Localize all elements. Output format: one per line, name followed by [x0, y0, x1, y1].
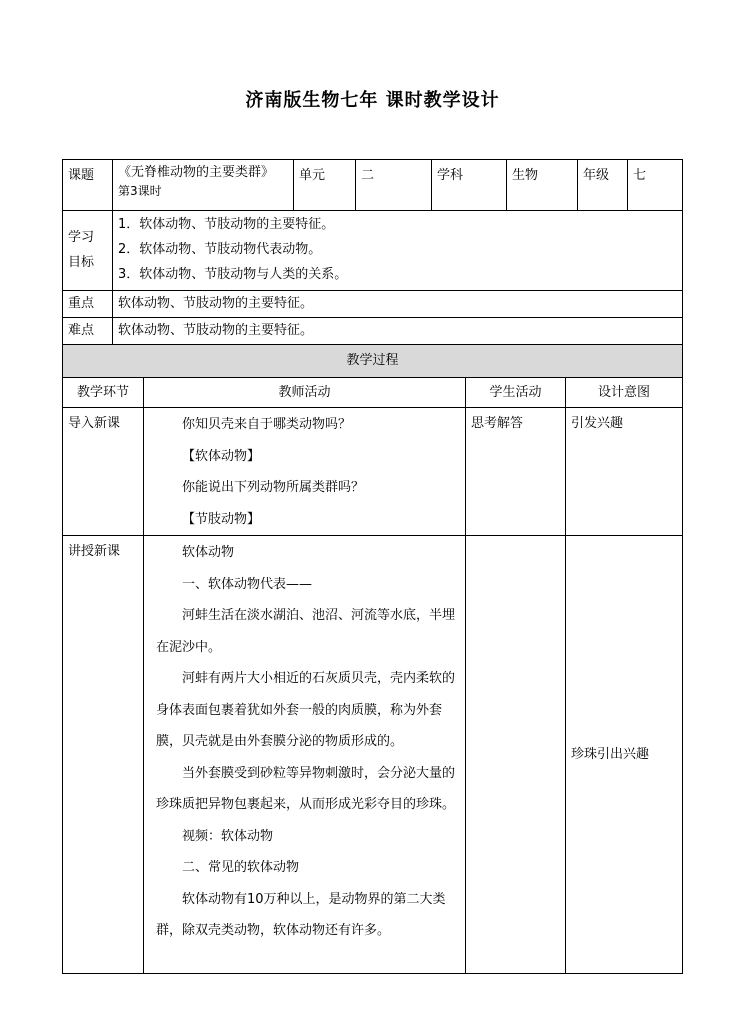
teacher-text: 你能说出下列动物所属类群吗？	[182, 480, 365, 495]
teacher-text: 软体动物有10万种以上，是动物界的第二大类群，除双壳类动物，软体动物还有许多。	[156, 891, 446, 938]
teacher-text: 视频：软体动物	[182, 828, 274, 844]
column-header: 设计意图	[566, 378, 683, 408]
teacher-text: 你知贝壳来自于哪类动物吗？	[182, 417, 352, 432]
teacher-text: 河蚌有两片大小相近的石灰质贝壳，壳内柔软的身体表面包裹着犹如外套一般的肉质膜，称为外套膜，贝壳就是由外套膜分泌的物质形成的。	[156, 671, 456, 749]
column-header: 学生活动	[466, 378, 566, 408]
table-row	[63, 408, 683, 536]
unit-label: 单元	[294, 160, 356, 211]
difficulty-label: 难点	[63, 318, 113, 345]
teacher-text: 二、常见的软体动物	[182, 860, 300, 875]
column-header: 教师活动	[144, 378, 466, 408]
stage-cell: 讲授新课	[63, 536, 144, 974]
subject-label: 学科	[432, 160, 507, 211]
info-table	[62, 159, 683, 345]
stage-cell: 导入新课	[63, 408, 144, 536]
process-header: 教学过程	[63, 345, 683, 378]
topic-cell	[113, 160, 294, 211]
objective-item: 1．软体动物、节肢动物的主要特征。	[118, 217, 335, 232]
teacher-text: 一、软体动物代表——	[182, 576, 313, 592]
student-cell: 思考解答	[466, 408, 566, 536]
teacher-cell	[144, 536, 466, 974]
objectives-label: 学习 目标	[63, 211, 113, 291]
intent-cell: 珍珠引出兴趣	[566, 536, 683, 974]
subject-value: 生物	[507, 160, 578, 211]
objective-item: 3．软体动物、节肢动物与人类的关系。	[118, 267, 348, 282]
objectives-list	[113, 211, 683, 291]
teacher-text: 软体动物	[182, 545, 235, 560]
student-cell	[466, 536, 566, 974]
objective-item: 2．软体动物、节肢动物代表动物。	[118, 242, 322, 257]
column-header: 教学环节	[63, 378, 144, 408]
grade-value: 七	[628, 160, 683, 211]
teacher-text: 河蚌生活在淡水湖泊、池沼、河流等水底，半埋在泥沙中。	[156, 608, 456, 655]
teacher-text: 【节肢动物】	[182, 511, 261, 527]
process-table	[62, 344, 683, 974]
topic-value: 《无脊椎动物的主要类群》	[118, 165, 275, 180]
intent-cell: 引发兴趣	[566, 408, 683, 536]
focus-value: 软体动物、节肢动物的主要特征。	[113, 291, 683, 318]
grade-label: 年级	[578, 160, 628, 211]
topic-sub: 第3课时	[118, 184, 162, 198]
focus-label: 重点	[63, 291, 113, 318]
topic-label: 课题	[63, 160, 113, 211]
teacher-cell	[144, 408, 466, 536]
unit-value: 二	[356, 160, 432, 211]
difficulty-value: 软体动物、节肢动物的主要特征。	[113, 318, 683, 345]
teacher-text: 当外套膜受到砂粒等异物刺激时，会分泌大量的珍珠质把异物包裹起来，从而形成光彩夺目的珍珠。	[156, 765, 456, 812]
page-title: 济南版生物七年 课时教学设计	[245, 90, 500, 111]
table-row	[63, 536, 683, 974]
teacher-text: 【软体动物】	[182, 448, 261, 464]
